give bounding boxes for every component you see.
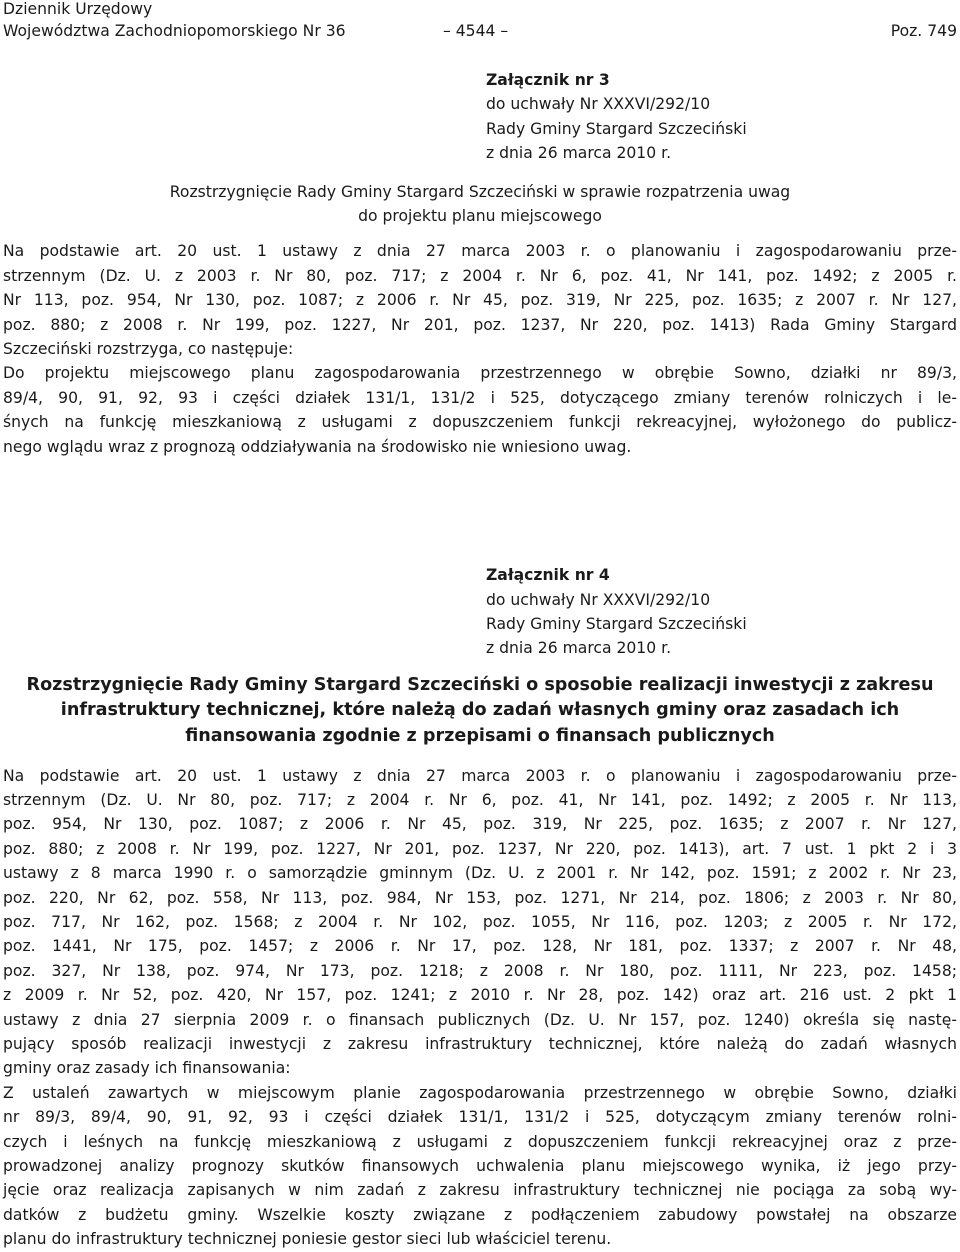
body-line: poz. 954, Nr 130, poz. 1087; z 2006 r. Nr 45, poz. 319, Nr 225, poz. 1635; z 2007 r. Nr 127,: [3, 815, 957, 834]
body-line: Nr 113, poz. 954, Nr 130, poz. 1087; z 2006 r. Nr 45, poz. 319, Nr 225, poz. 1635; z 2007 r. Nr 127,: [3, 291, 957, 310]
body-line: ustawy z dnia 27 sierpnia 2009 r. o finansach publicznych (Dz. U. Nr 157, poz. 1240) określa się nastę-: [3, 1010, 957, 1029]
annex4-body: [3, 764, 957, 1252]
body-line: planu do infrastruktury technicznej poniesie gestor sieci lub właściciel terenu.: [3, 1230, 612, 1249]
body-line: ustawy z 8 marca 1990 r. o samorządzie gminnym (Dz. U. z 2001 r. Nr 142, poz. 1591; z 2002 r. Nr 23,: [3, 864, 957, 883]
body-line: 89/4, 90, 91, 92, 93 i części działek 131/1, 131/2 i 525, dotyczącego zmiany terenów rolniczych i le-: [3, 388, 957, 407]
annex3-resolution: do uchwały Nr XXXVI/292/10: [486, 95, 711, 114]
annex3-heading: [3, 180, 957, 229]
body-line: strzennym (Dz. U. z 2003 r. Nr 80, poz. 717; z 2004 r. Nr 6, poz. 41, Nr 141, poz. 1492; z 2005 r.: [3, 266, 957, 285]
annex3-header: [486, 68, 957, 166]
body-line: Do projektu miejscowego planu zagospodarowania przestrzennego w obrębie Sowno, działki nr 89/3,: [3, 364, 957, 383]
annex4-heading-line: Rozstrzygnięcie Rady Gminy Stargard Szczeciński o sposobie realizacji inwestycji z zakresu: [26, 674, 934, 695]
body-line: strzennym (Dz. U. Nr 80, poz. 717; z 2004 r. Nr 6, poz. 41, Nr 141, poz. 1492; z 2005 r. Nr 113,: [3, 790, 957, 809]
body-line: jęcie oraz realizacja zapisanych w nim zadań z zakresu infrastruktury technicznej nie pociąga za sobą wy-: [3, 1181, 957, 1200]
annex4-resolution: do uchwały Nr XXXVI/292/10: [486, 590, 711, 609]
annex3-body: [3, 239, 957, 459]
body-line: poz. 880; z 2008 r. Nr 199, poz. 1227, Nr 201, poz. 1237, Nr 220, poz. 1413), art. 7 ust. 1 pkt 2 i 3: [3, 839, 957, 858]
body-line: poz. 327, Nr 138, poz. 974, Nr 173, poz. 1218; z 2008 r. Nr 180, poz. 1111, Nr 223, poz. 1458;: [3, 961, 957, 980]
body-line: czych i leśnych na funkcję mieszkaniową z usługami z dopuszczeniem funkcji rekreacyjnej oraz z prze-: [3, 1132, 957, 1151]
body-line: Na podstawie art. 20 ust. 1 ustawy z dnia 27 marca 2003 r. o planowaniu i zagospodarowaniu prze-: [3, 766, 957, 785]
body-line: datków z budżetu gminy. Wszelkie koszty związane z podłączeniem zabudowy powstałej na obszarze: [3, 1205, 957, 1224]
journal-subtitle: Województwa Zachodniopomorskiego Nr 36: [3, 22, 346, 40]
annex4-council: Rady Gminy Stargard Szczeciński: [486, 614, 747, 633]
annex4-header: [486, 563, 957, 661]
body-line: pujący sposób realizacji inwestycji z zakresu infrastruktury technicznej, które należą do zadań własnych: [3, 1034, 957, 1053]
body-line: nr 89/3, 89/4, 90, 91, 92, 93 i części działek 131/1, 131/2 i 525, dotyczącym zmiany terenów rolni-: [3, 1108, 957, 1127]
page-number: – 4544 –: [443, 22, 509, 40]
body-line: Z ustaleń zawartych w miejscowym planie zagospodarowania przestrzennego w obrębie Sowno, działki: [3, 1083, 957, 1102]
annex3-heading-line: do projektu planu miejscowego: [358, 207, 602, 226]
annex3-heading-line: Rozstrzygnięcie Rady Gminy Stargard Szczeciński w sprawie rozpatrzenia uwag: [169, 182, 791, 201]
body-line: poz. 717, Nr 162, poz. 1568; z 2004 r. Nr 102, poz. 1055, Nr 116, poz. 1203; z 2005 r. Nr 172,: [3, 912, 957, 931]
body-line: z 2009 r. Nr 52, poz. 420, Nr 157, poz. 1241; z 2010 r. Nr 28, poz. 142) oraz art. 216 ust. 2 pkt 1: [3, 986, 957, 1005]
annex3-date: z dnia 26 marca 2010 r.: [486, 144, 672, 163]
body-line: gminy oraz zasady ich finansowania:: [3, 1059, 291, 1078]
annex3-council: Rady Gminy Stargard Szczeciński: [486, 119, 747, 138]
annex3-title: Załącznik nr 3: [486, 71, 610, 89]
body-line: prowadzonej analizy prognozy skutków finansowych uchwalenia planu miejscowego wynika, iż jego przy-: [3, 1157, 957, 1175]
body-line: poz. 220, Nr 62, poz. 558, Nr 113, poz. 984, Nr 153, poz. 1271, Nr 214, poz. 1806; z 2003 r. Nr 80,: [3, 888, 957, 907]
body-line: poz. 1441, Nr 175, poz. 1457; z 2006 r. Nr 17, poz. 128, Nr 181, poz. 1337; z 2007 r. Nr 48,: [3, 937, 957, 956]
page-header: [3, 0, 957, 46]
document-page: [3, 0, 957, 1252]
body-line: Na podstawie art. 20 ust. 1 ustawy z dnia 27 marca 2003 r. o planowaniu i zagospodarowaniu prze-: [3, 242, 957, 261]
body-line: Szczeciński rozstrzyga, co następuje:: [3, 340, 294, 359]
body-line: poz. 880; z 2008 r. Nr 199, poz. 1227, Nr 201, poz. 1237, Nr 220, poz. 1413) Rada Gminy Stargard: [3, 315, 957, 334]
body-line: śnych na funkcję mieszkaniową z usługami z dopuszczeniem funkcji rekreacyjnej, wyłożonego do publicz-: [3, 413, 957, 432]
position-number: Poz. 749: [890, 22, 957, 40]
annex4-heading-line: finansowania zgodnie z przepisami o finansach publicznych: [185, 725, 775, 746]
annex4-heading: [3, 673, 957, 750]
annex4-date: z dnia 26 marca 2010 r.: [486, 639, 672, 658]
annex4-heading-line: infrastruktury technicznej, które należą do zadań własnych gminy oraz zasadach ich: [60, 700, 900, 721]
annex4-title: Załącznik nr 4: [486, 566, 610, 585]
body-line: nego wglądu wraz z prognozą oddziaływania na środowisko nie wniesiono uwag.: [3, 437, 632, 456]
journal-title: Dziennik Urzędowy: [3, 0, 153, 18]
